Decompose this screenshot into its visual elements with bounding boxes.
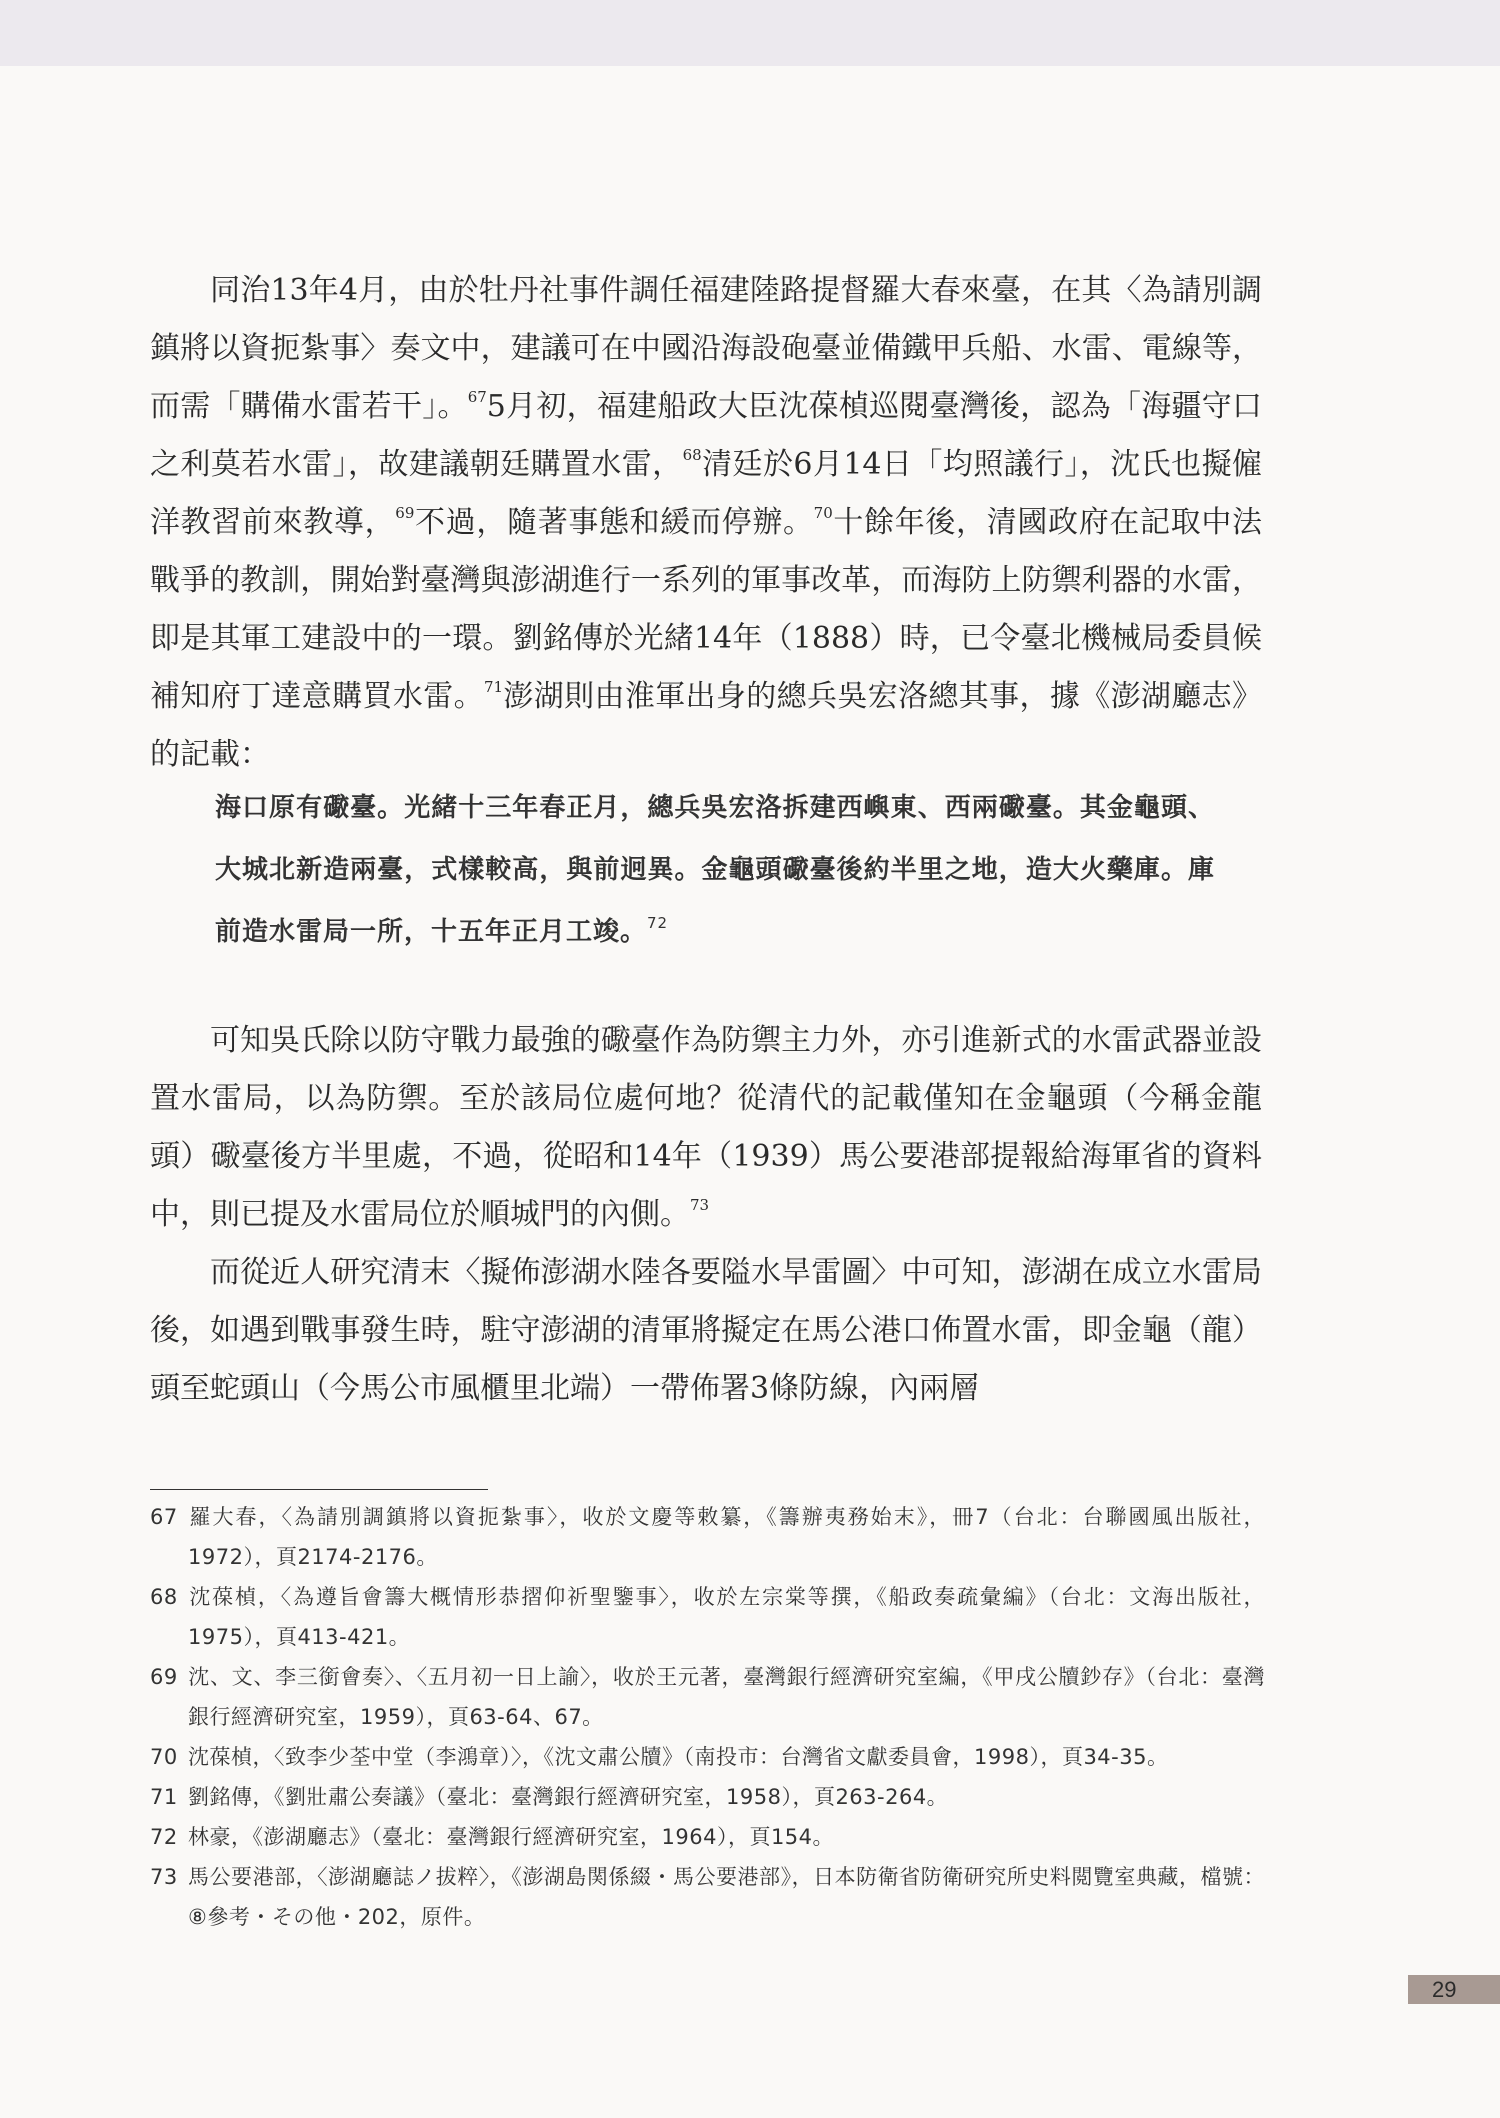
paragraph-text: 可知吳氏除以防守戰力最強的礮臺作為防禦主力外，亦引進新式的水雷武器並設置水雷局，以為防禦。至於該局位處何地？從清代的記載僅知在金龜頭（今稱金龍頭）礮臺後方半里處，不過，從昭和14年（1939）馬公要港部提報給海軍省的資料中，則已提及水雷局位於順城門的內側。 xyxy=(150,1023,1262,1232)
footnote-number: 69 xyxy=(150,1665,178,1689)
paragraph-text: 清廷於6月14日「均照議行」，沈氏也擬僱洋教習前來教導， xyxy=(150,447,1262,540)
footnote-text: 沈葆楨，〈為遵旨會籌大概情形恭摺仰祈聖鑒事〉，收於左宗棠等撰，《船政奏疏彙編》（台北：文海出版社，1975），頁413-421。 xyxy=(188,1585,1265,1649)
paragraph-text: 5月初，福建船政大臣沈葆楨巡閱臺灣後，認為「海疆守口之利莫若水雷」，故建議朝廷購置水雷， xyxy=(150,389,1263,482)
footnote-text: 沈、文、李三銜會奏〉、〈五月初一日上諭〉，收於王元著，臺灣銀行經濟研究室編，《甲戌公牘鈔存》（台北：臺灣銀行經濟研究室，1959），頁63-64、67。 xyxy=(188,1665,1265,1729)
footnotes-section xyxy=(150,1497,1265,1937)
footnote-ref-68[interactable]: 68 xyxy=(682,446,702,464)
footnote-ref-71[interactable]: 71 xyxy=(483,678,504,696)
footnote-72 xyxy=(150,1817,1265,1857)
footnote-68 xyxy=(150,1577,1265,1657)
body-paragraph-3 xyxy=(150,1244,1262,1418)
footnote-number: 73 xyxy=(150,1865,178,1889)
footnote-67 xyxy=(150,1497,1265,1577)
footnote-text: 沈葆楨，〈致李少荃中堂（李鴻章）〉，《沈文肅公牘》（南投市：台灣省文獻委員會，1998），頁34-35。 xyxy=(188,1745,1169,1769)
footnote-70 xyxy=(150,1737,1265,1777)
footnote-ref-72[interactable]: 72 xyxy=(647,914,669,932)
page-number: 29 xyxy=(1408,1975,1500,2004)
footnote-text: 羅大春，〈為請別調鎮將以資扼紮事〉，收於文慶等敕纂，《籌辦夷務始末》，冊7（台北：台聯國風出版社，1972），頁2174-2176。 xyxy=(188,1505,1265,1569)
footnote-ref-69[interactable]: 69 xyxy=(395,504,415,522)
body-paragraph-1 xyxy=(150,262,1262,784)
paragraph-text: 不過，隨著事態和緩而停辦。 xyxy=(414,505,814,540)
page-top-band xyxy=(0,0,1500,66)
footnote-separator xyxy=(150,1489,488,1490)
footnote-number: 72 xyxy=(150,1825,178,1849)
footnote-text: 林豪，《澎湖廳志》（臺北：臺灣銀行經濟研究室，1964），頁154。 xyxy=(188,1825,835,1849)
footnote-69 xyxy=(150,1657,1265,1737)
footnote-number: 67 xyxy=(150,1505,178,1529)
block-quotation xyxy=(215,777,1215,963)
footnote-text: 劉銘傳，《劉壯肅公奏議》（臺北：臺灣銀行經濟研究室，1958），頁263-264。 xyxy=(188,1785,949,1809)
footnote-number: 71 xyxy=(150,1785,178,1809)
footnote-ref-73[interactable]: 73 xyxy=(690,1196,710,1214)
paragraph-text: 同治13年4月，由於牡丹社事件調任福建陸路提督羅大春來臺，在其〈為請別調鎮將以資扼紮事〉奏文中，建議可在中國沿海設砲臺並備鐵甲兵船、水雷、電線等，而需「購備水雷若干」。 xyxy=(150,273,1262,424)
footnote-number: 68 xyxy=(150,1585,178,1609)
footnote-73 xyxy=(150,1857,1265,1937)
footnote-ref-67[interactable]: 67 xyxy=(467,388,487,406)
footnote-ref-70[interactable]: 70 xyxy=(813,504,833,522)
paragraph-text: 澎湖則由淮軍出身的總兵吳宏洛總其事，據《澎湖廳志》的記載： xyxy=(150,679,1263,772)
paragraph-text: 十餘年後，清國政府在記取中法戰爭的教訓，開始對臺灣與澎湖進行一系列的軍事改革，而海防上防禦利器的水雷，即是其軍工建設中的一環。劉銘傳於光緒14年（1888）時，已令臺北機械局委員候補知府丁達意購買水雷。 xyxy=(150,505,1263,714)
footnote-text: 馬公要港部，〈澎湖廳誌ノ拔粹〉，《澎湖島関係綴・馬公要港部》，日本防衛省防衛研究所史料閲覽室典藏，檔號：⑧參考・その他・202，原件。 xyxy=(188,1865,1265,1929)
footnote-number: 70 xyxy=(150,1745,178,1769)
paragraph-text: 而從近人研究清末〈擬佈澎湖水陸各要隘水旱雷圖〉中可知，澎湖在成立水雷局後，如遇到戰事發生時，駐守澎湖的清軍將擬定在馬公港口佈置水雷，即金龜（龍）頭至蛇頭山（今馬公市風櫃里北端）一帶佈署3條防線，內兩層 xyxy=(150,1255,1262,1406)
quotation-text: 海口原有礮臺。光緒十三年春正月，總兵吳宏洛拆建西嶼東、西兩礮臺。其金龜頭、大城北新造兩臺，式樣較高，與前迥異。金龜頭礮臺後約半里之地，造大火藥庫。庫前造水雷局一所，十五年正月工竣。 xyxy=(215,793,1215,947)
footnote-71 xyxy=(150,1777,1265,1817)
body-paragraph-2 xyxy=(150,1012,1262,1244)
